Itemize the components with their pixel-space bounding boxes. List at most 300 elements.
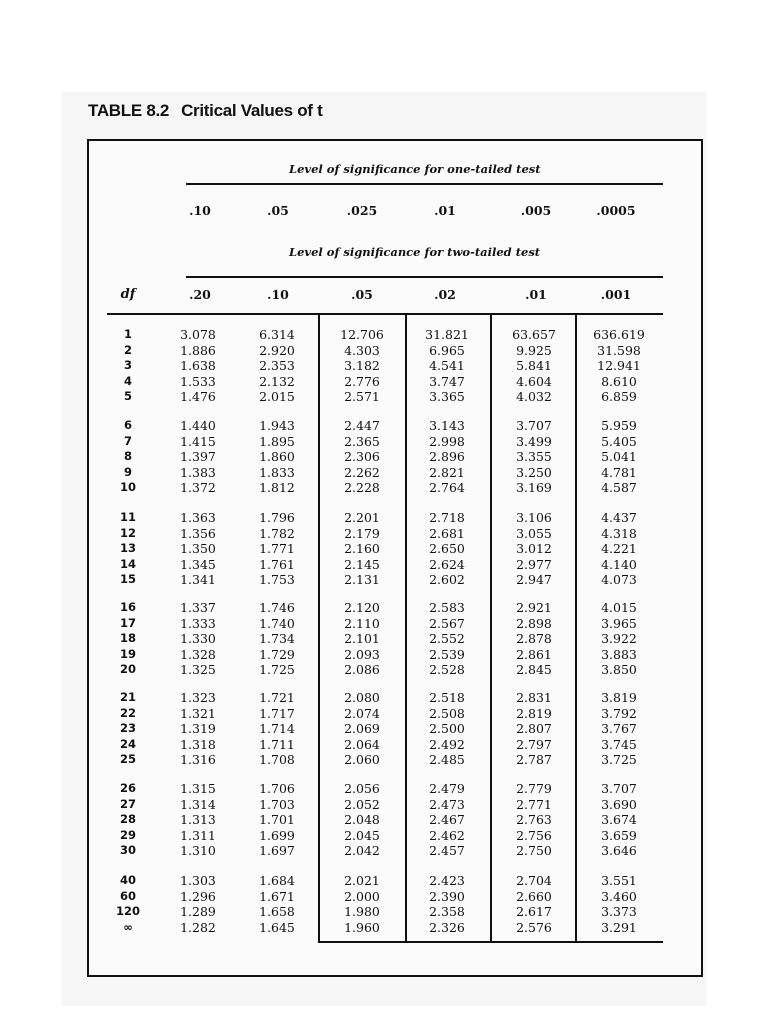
- value-column: [582, 600, 656, 678]
- critical-value: 1.296: [180, 888, 216, 904]
- value-column: [410, 418, 484, 496]
- critical-value: 1.658: [259, 904, 295, 919]
- critical-value: 2.771: [516, 796, 552, 812]
- header-bottom-rule: [107, 313, 663, 315]
- critical-value: 3.460: [601, 888, 637, 904]
- critical-value: 2.947: [516, 572, 552, 587]
- critical-value: 1.383: [180, 464, 216, 480]
- critical-value: 3.883: [601, 646, 637, 662]
- value-column: [240, 510, 314, 588]
- critical-value: 2.878: [516, 631, 552, 646]
- critical-value: 12.706: [340, 327, 384, 342]
- value-column: [325, 327, 399, 405]
- critical-value: 1.761: [259, 556, 295, 572]
- df-column: [112, 690, 144, 768]
- critical-value: 2.576: [516, 919, 552, 935]
- critical-value: 1.860: [259, 449, 295, 464]
- critical-value: 1.330: [180, 631, 216, 646]
- critical-value: 2.898: [516, 615, 552, 631]
- critical-value: 2.998: [429, 433, 465, 449]
- two-tailed-rule: [186, 276, 663, 278]
- critical-value: 2.048: [344, 812, 380, 827]
- critical-value: 2.467: [429, 812, 465, 827]
- critical-value: 3.355: [516, 449, 552, 464]
- critical-value: 3.143: [429, 418, 465, 433]
- critical-value: 2.528: [429, 662, 465, 677]
- value-column: [161, 781, 235, 859]
- critical-value: 2.624: [429, 556, 465, 572]
- critical-value: 3.819: [601, 690, 637, 705]
- critical-value: 4.221: [601, 541, 637, 556]
- critical-value: 2.845: [516, 662, 552, 677]
- df-value: 8: [123, 449, 132, 463]
- critical-value: 5.405: [601, 433, 637, 449]
- value-column: [497, 510, 571, 588]
- critical-value: 2.500: [429, 721, 465, 736]
- value-column: [582, 327, 656, 405]
- value-column: [325, 690, 399, 768]
- critical-value: 4.073: [601, 572, 637, 587]
- df-value: 5: [123, 389, 132, 403]
- critical-value: 4.140: [601, 556, 637, 572]
- value-column: [410, 873, 484, 935]
- one-tailed-caption: Level of significance for one-tailed test: [289, 162, 541, 176]
- two-tailed-level: .05: [351, 287, 373, 302]
- critical-value: 2.602: [429, 572, 465, 587]
- critical-value: 2.485: [429, 752, 465, 767]
- critical-value: 2.110: [344, 615, 380, 631]
- df-value: 20: [119, 662, 136, 676]
- df-value: 14: [119, 556, 136, 571]
- critical-value: 1.671: [259, 888, 295, 904]
- critical-value: 1.714: [259, 721, 295, 736]
- critical-value: 4.015: [601, 600, 637, 615]
- critical-value: 1.699: [259, 827, 295, 843]
- two-tailed-level: .01: [525, 287, 547, 302]
- critical-value: 1.316: [180, 752, 216, 767]
- critical-value: 3.106: [516, 510, 552, 525]
- critical-value: 3.792: [601, 705, 637, 721]
- critical-value: 1.318: [180, 736, 216, 752]
- critical-value: 1.314: [180, 796, 216, 812]
- value-column: [161, 327, 235, 405]
- value-column: [325, 418, 399, 496]
- critical-value: 3.365: [429, 389, 465, 404]
- critical-value: 2.977: [516, 556, 552, 572]
- critical-value: 1.706: [259, 781, 295, 796]
- critical-value: 2.423: [429, 873, 465, 888]
- critical-value: 3.745: [601, 736, 637, 752]
- critical-value: 2.920: [259, 342, 295, 358]
- critical-value: 1.746: [259, 600, 295, 615]
- critical-value: 2.353: [259, 358, 295, 373]
- value-column: [410, 600, 484, 678]
- critical-value: 2.718: [429, 510, 465, 525]
- critical-value: 1.337: [180, 600, 216, 615]
- one-tailed-level: .05: [267, 203, 289, 218]
- critical-value: 1.363: [180, 510, 216, 525]
- critical-value: 1.886: [180, 342, 216, 358]
- critical-value: 1.345: [180, 556, 216, 572]
- critical-value: 2.093: [344, 646, 380, 662]
- critical-value: 2.060: [344, 752, 380, 767]
- df-value: ∞: [123, 919, 133, 934]
- critical-value: 1.771: [259, 541, 295, 556]
- critical-value: 31.598: [597, 342, 641, 358]
- critical-value: 3.767: [601, 721, 637, 736]
- df-value: 21: [119, 690, 136, 704]
- critical-value: 2.101: [344, 631, 380, 646]
- value-column: [497, 418, 571, 496]
- column-divider: [490, 314, 492, 942]
- critical-value: 1.684: [259, 873, 295, 888]
- critical-value: 2.797: [516, 736, 552, 752]
- critical-value: 9.925: [516, 342, 552, 358]
- critical-value: 1.725: [259, 662, 295, 677]
- df-value: 60: [119, 888, 136, 903]
- df-value: 4: [123, 373, 132, 388]
- critical-value: 2.518: [429, 690, 465, 705]
- critical-value: 2.132: [259, 373, 295, 389]
- value-column: [497, 600, 571, 678]
- critical-value: 636.619: [593, 327, 645, 342]
- critical-value: 3.850: [601, 662, 637, 677]
- critical-value: 2.045: [344, 827, 380, 843]
- critical-value: 2.552: [429, 631, 465, 646]
- critical-value: 2.617: [516, 904, 552, 919]
- value-column: [325, 873, 399, 935]
- critical-value: 2.473: [429, 796, 465, 812]
- critical-value: 1.325: [180, 662, 216, 677]
- critical-value: 3.499: [516, 433, 552, 449]
- critical-value: 2.358: [429, 904, 465, 919]
- df-value: 3: [123, 358, 132, 372]
- value-column: [161, 418, 235, 496]
- df-value: 15: [119, 572, 136, 586]
- df-column: [112, 510, 144, 588]
- critical-value: 2.764: [429, 480, 465, 495]
- critical-value: 3.659: [601, 827, 637, 843]
- value-column: [161, 600, 235, 678]
- critical-value: 1.645: [259, 919, 295, 935]
- critical-value: 3.690: [601, 796, 637, 812]
- df-value: 10: [119, 480, 136, 494]
- critical-value: 2.660: [516, 888, 552, 904]
- critical-value: 2.080: [344, 690, 380, 705]
- critical-value: 2.539: [429, 646, 465, 662]
- critical-value: 2.921: [516, 600, 552, 615]
- df-value: 40: [119, 873, 136, 887]
- critical-value: 1.415: [180, 433, 216, 449]
- critical-value: 1.782: [259, 525, 295, 541]
- critical-value: 1.895: [259, 433, 295, 449]
- value-column: [240, 600, 314, 678]
- df-value: 7: [123, 433, 132, 448]
- critical-value: 2.776: [344, 373, 380, 389]
- critical-value: 2.160: [344, 541, 380, 556]
- critical-value: 3.055: [516, 525, 552, 541]
- critical-value: 2.492: [429, 736, 465, 752]
- critical-value: 63.657: [512, 327, 556, 342]
- value-column: [325, 781, 399, 859]
- df-value: 19: [119, 646, 136, 661]
- critical-value: 2.052: [344, 796, 380, 812]
- df-value: 120: [115, 904, 140, 918]
- critical-value: 2.704: [516, 873, 552, 888]
- critical-value: 31.821: [425, 327, 469, 342]
- critical-value: 3.169: [516, 480, 552, 495]
- df-value: 30: [119, 843, 136, 857]
- critical-value: 1.440: [180, 418, 216, 433]
- critical-value: 1.321: [180, 705, 216, 721]
- critical-value: 1.960: [344, 919, 380, 935]
- critical-value: 1.701: [259, 812, 295, 827]
- critical-value: 2.681: [429, 525, 465, 541]
- df-value: 27: [119, 796, 136, 811]
- two-tailed-level: .02: [434, 287, 456, 302]
- critical-value: 1.341: [180, 572, 216, 587]
- critical-value: 1.753: [259, 572, 295, 587]
- critical-value: 4.781: [601, 464, 637, 480]
- critical-value: 1.638: [180, 358, 216, 373]
- df-value: 12: [119, 525, 136, 540]
- critical-value: 1.943: [259, 418, 295, 433]
- critical-value: 1.980: [344, 904, 380, 919]
- critical-value: 2.069: [344, 721, 380, 736]
- df-value: 2: [123, 342, 132, 357]
- critical-value: 1.697: [259, 843, 295, 858]
- value-column: [240, 690, 314, 768]
- critical-value: 3.965: [601, 615, 637, 631]
- critical-value: 2.056: [344, 781, 380, 796]
- critical-value: 2.750: [516, 843, 552, 858]
- critical-value: 1.796: [259, 510, 295, 525]
- critical-value: 3.373: [601, 904, 637, 919]
- critical-value: 5.959: [601, 418, 637, 433]
- critical-value: 1.812: [259, 480, 295, 495]
- value-column: [497, 781, 571, 859]
- critical-value: 3.707: [516, 418, 552, 433]
- critical-value: 2.365: [344, 433, 380, 449]
- value-column: [582, 781, 656, 859]
- value-column: [582, 873, 656, 935]
- df-value: 9: [123, 464, 132, 479]
- critical-value: 1.328: [180, 646, 216, 662]
- two-tailed-level: .10: [267, 287, 289, 302]
- critical-value: 1.711: [259, 736, 295, 752]
- df-value: 22: [119, 705, 136, 720]
- critical-value: 6.859: [601, 389, 637, 404]
- critical-value: 2.583: [429, 600, 465, 615]
- value-column: [410, 327, 484, 405]
- critical-value: 2.131: [344, 572, 380, 587]
- critical-value: 3.725: [601, 752, 637, 767]
- df-value: 25: [119, 752, 136, 766]
- critical-value: 2.896: [429, 449, 465, 464]
- critical-value: 4.303: [344, 342, 380, 358]
- df-column: [112, 600, 144, 678]
- value-column: [240, 781, 314, 859]
- critical-value: 1.315: [180, 781, 216, 796]
- critical-value: 2.201: [344, 510, 380, 525]
- critical-value: 1.740: [259, 615, 295, 631]
- critical-value: 1.833: [259, 464, 295, 480]
- critical-value: 1.703: [259, 796, 295, 812]
- df-value: 29: [119, 827, 136, 842]
- critical-value: 8.610: [601, 373, 637, 389]
- critical-value: 2.807: [516, 721, 552, 736]
- one-tailed-level: .025: [346, 203, 378, 218]
- critical-value: 1.708: [259, 752, 295, 767]
- critical-value: 3.646: [601, 843, 637, 858]
- one-tailed-level: .0005: [596, 203, 636, 218]
- critical-value: 1.313: [180, 812, 216, 827]
- critical-value: 2.779: [516, 781, 552, 796]
- critical-value: 2.262: [344, 464, 380, 480]
- value-column: [497, 873, 571, 935]
- value-column: [582, 510, 656, 588]
- critical-value: 4.318: [601, 525, 637, 541]
- critical-value: 4.541: [429, 358, 465, 373]
- critical-value: 2.462: [429, 827, 465, 843]
- critical-value: 1.350: [180, 541, 216, 556]
- critical-value: 1.356: [180, 525, 216, 541]
- critical-value: 2.120: [344, 600, 380, 615]
- column-divider: [575, 314, 577, 942]
- critical-value: 4.587: [601, 480, 637, 495]
- column-divider: [318, 314, 320, 942]
- one-tailed-level: .10: [189, 203, 211, 218]
- critical-value: 3.674: [601, 812, 637, 827]
- value-column: [410, 781, 484, 859]
- critical-value: 2.086: [344, 662, 380, 677]
- table-title: [88, 101, 322, 121]
- critical-value: 4.032: [516, 389, 552, 404]
- df-value: 16: [119, 600, 136, 614]
- critical-value: 1.303: [180, 873, 216, 888]
- critical-value: 2.821: [429, 464, 465, 480]
- critical-value: 1.533: [180, 373, 216, 389]
- df-value: 11: [119, 510, 136, 524]
- critical-value: 1.476: [180, 389, 216, 404]
- critical-value: 2.179: [344, 525, 380, 541]
- two-tailed-caption: Level of significance for two-tailed test: [289, 245, 541, 259]
- value-column: [161, 873, 235, 935]
- one-tailed-rule: [186, 183, 663, 185]
- critical-value: 1.323: [180, 690, 216, 705]
- critical-value: 1.734: [259, 631, 295, 646]
- one-tailed-level: .005: [520, 203, 552, 218]
- critical-value: 3.250: [516, 464, 552, 480]
- critical-value: 1.311: [180, 827, 216, 843]
- value-column: [410, 510, 484, 588]
- critical-value: 2.042: [344, 843, 380, 858]
- critical-value: 3.182: [344, 358, 380, 373]
- value-column: [240, 418, 314, 496]
- value-column: [240, 327, 314, 405]
- df-column: [112, 781, 144, 859]
- critical-value: 1.333: [180, 615, 216, 631]
- critical-value: 1.721: [259, 690, 295, 705]
- df-value: 18: [119, 631, 136, 645]
- critical-value: 1.729: [259, 646, 295, 662]
- critical-value: 2.861: [516, 646, 552, 662]
- df-value: 17: [119, 615, 136, 630]
- critical-value: 12.941: [597, 358, 641, 373]
- critical-value: 1.319: [180, 721, 216, 736]
- critical-value: 2.819: [516, 705, 552, 721]
- one-tailed-level: .01: [434, 203, 456, 218]
- critical-value: 2.021: [344, 873, 380, 888]
- critical-value: 2.228: [344, 480, 380, 495]
- critical-value: 2.508: [429, 705, 465, 721]
- df-value: 1: [123, 327, 132, 341]
- value-column: [582, 418, 656, 496]
- value-column: [240, 873, 314, 935]
- critical-value: 1.397: [180, 449, 216, 464]
- critical-value: 2.447: [344, 418, 380, 433]
- critical-value: 2.650: [429, 541, 465, 556]
- df-value: 23: [119, 721, 136, 735]
- value-column: [497, 690, 571, 768]
- df-value: 6: [123, 418, 132, 432]
- value-column: [161, 690, 235, 768]
- table-number: TABLE 8.2: [88, 101, 170, 120]
- critical-value: 6.965: [429, 342, 465, 358]
- df-column: [112, 873, 144, 935]
- value-column: [410, 690, 484, 768]
- critical-value: 6.314: [259, 327, 295, 342]
- value-column: [497, 327, 571, 405]
- critical-value: 2.763: [516, 812, 552, 827]
- df-column: [112, 418, 144, 496]
- critical-value: 3.012: [516, 541, 552, 556]
- critical-value: 2.145: [344, 556, 380, 572]
- critical-value: 2.457: [429, 843, 465, 858]
- two-tailed-level: .20: [189, 287, 211, 302]
- value-column: [161, 510, 235, 588]
- critical-value: 2.326: [429, 919, 465, 935]
- critical-value: 4.437: [601, 510, 637, 525]
- table-bottom-rule: [318, 941, 663, 943]
- df-value: 13: [119, 541, 136, 555]
- critical-value: 1.717: [259, 705, 295, 721]
- table-caption: Critical Values of t: [181, 101, 323, 120]
- critical-value: 5.841: [516, 358, 552, 373]
- value-column: [582, 690, 656, 768]
- critical-value: 2.074: [344, 705, 380, 721]
- value-column: [325, 600, 399, 678]
- value-column: [325, 510, 399, 588]
- critical-value: 2.390: [429, 888, 465, 904]
- critical-value: 3.291: [601, 919, 637, 935]
- two-tailed-level: .001: [600, 287, 632, 302]
- critical-value: 5.041: [601, 449, 637, 464]
- critical-value: 2.571: [344, 389, 380, 404]
- df-header: df: [120, 287, 136, 302]
- critical-value: 2.831: [516, 690, 552, 705]
- critical-value: 2.567: [429, 615, 465, 631]
- df-value: 28: [119, 812, 136, 826]
- critical-value: 2.000: [344, 888, 380, 904]
- critical-value: 2.306: [344, 449, 380, 464]
- df-value: 24: [119, 736, 136, 751]
- critical-value: 1.372: [180, 480, 216, 495]
- critical-value: 2.064: [344, 736, 380, 752]
- df-column: [112, 327, 144, 405]
- critical-value: 3.078: [180, 327, 216, 342]
- critical-value: 2.479: [429, 781, 465, 796]
